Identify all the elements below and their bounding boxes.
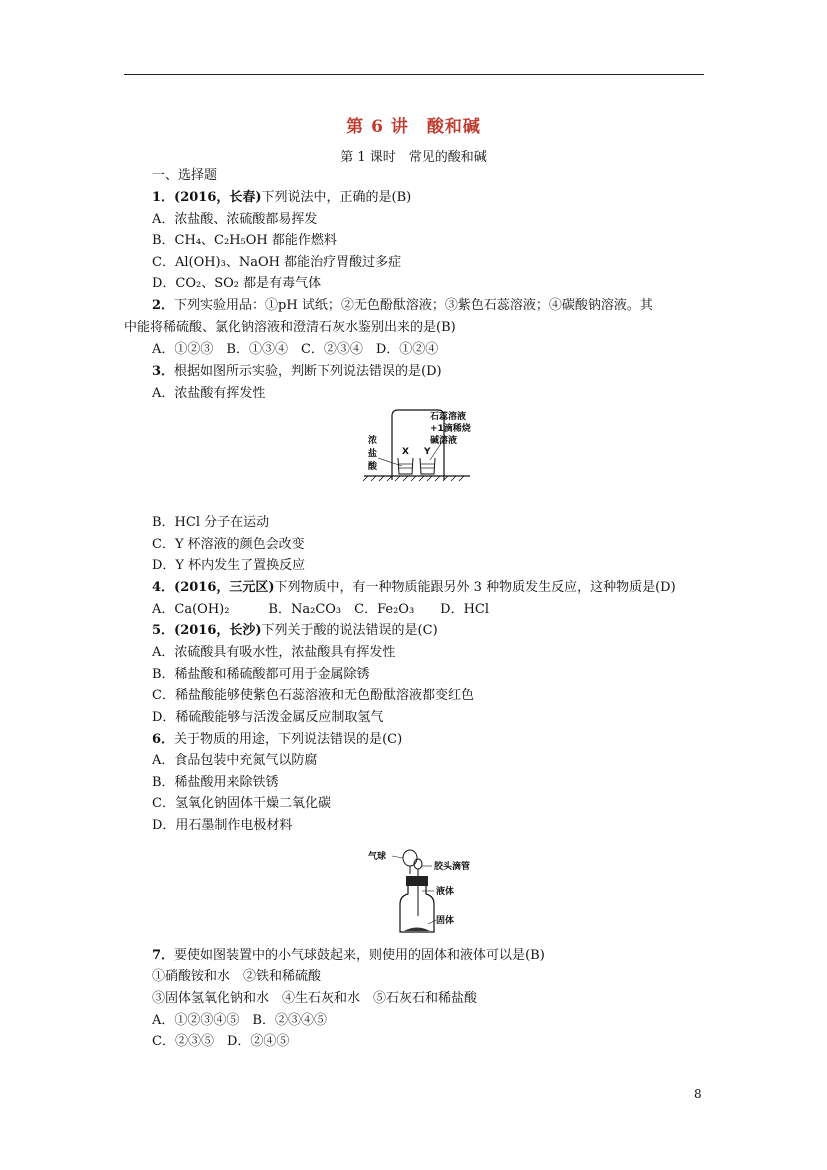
question-1-option-c: C．Al(OH)₃、NaOH 都能治疗胃酸过多症 (152, 255, 402, 270)
balloon-label: 气球 (368, 852, 387, 862)
header-rule (124, 74, 704, 75)
question-3-option-c: C．Y 杯溶液的颜色会改变 (152, 537, 305, 552)
question-5-stem: 5．(2016，长沙)下列关于酸的说法错误的是(C) (152, 623, 438, 638)
question-4-stem: 4．(2016，三元区)下列物质中，有一种物质能跟另外 3 种物质发生反应，这种物质是(D) (152, 580, 676, 595)
left-label-1: 浓 (368, 436, 378, 446)
solid-label: 固体 (436, 916, 455, 926)
question-7-stem: 7．要使如图装置中的小气球鼓起来，则使用的固体和液体可以是(B) (152, 948, 545, 963)
dropper-label: 胶头滴管 (434, 862, 471, 872)
question-1-option-b: B．CH₄、C₂H₅OH 都能作燃料 (152, 233, 337, 248)
question-2-options: A．①②③ B．①③④ C．②③④ D．①②④ (152, 342, 439, 357)
page-number: 8 (694, 1087, 702, 1101)
question-5-option-b: B．稀盐酸和稀硫酸都可用于金属除锈 (152, 667, 370, 682)
cup-x-label: X (402, 447, 409, 457)
balloon-apparatus-figure (368, 844, 488, 936)
right-label-3: 碱溶液 (430, 436, 458, 446)
question-6-option-d: D．用石墨制作电极材料 (152, 818, 293, 833)
question-7-line-4: C．②③⑤ D．②④⑤ (152, 1034, 290, 1049)
liquid-label: 液体 (436, 887, 455, 897)
question-4-options: A．Ca(OH)₂ B．Na₂CO₃ C．Fe₂O₃ D．HCl (152, 602, 490, 617)
right-label-1: 石蕊溶液 (430, 412, 467, 422)
question-5-option-d: D．稀硫酸能够与活泼金属反应制取氢气 (152, 710, 384, 725)
question-1-stem: 1．(2016，长春)下列说法中，正确的是(B) (152, 190, 412, 205)
page-title: 第 6 讲 酸和碱 (346, 117, 481, 137)
hcl-diffusion-figure (362, 406, 472, 484)
question-2-stem: 2．下列实验用品：①pH 试纸；②无色酚酞溶液；③紫色石蕊溶液；④碳酸钠溶液。其 (152, 298, 653, 313)
page-subtitle: 第 1 课时 常见的酸和碱 (340, 150, 487, 165)
question-7-line-2: ③固体氢氧化钠和水 ④生石灰和水 ⑤石灰石和稀盐酸 (152, 991, 478, 1006)
left-label-3: 酸 (368, 462, 378, 472)
question-2-stem-continued: 中能将稀硫酸、氯化钠溶液和澄清石灰水鉴别出来的是(B) (124, 320, 456, 335)
section-heading: 一、选择题 (152, 168, 218, 183)
cup-y-label: Y (424, 447, 431, 457)
question-3-option-b: B．HCl 分子在运动 (152, 515, 270, 530)
question-7-line-1: ①硝酸铵和水 ②铁和稀硫酸 (152, 969, 322, 984)
right-label-2: +1滴稀烧 (430, 424, 471, 434)
question-7-line-3: A．①②③④⑤ B．②③④⑤ (152, 1013, 327, 1028)
question-1-option-d: D．CO₂、SO₂ 都是有毒气体 (152, 276, 322, 291)
question-5-option-c: C．稀盐酸能够使紫色石蕊溶液和无色酚酞溶液都变红色 (152, 688, 474, 703)
question-6-option-c: C．氢氧化钠固体干燥二氧化碳 (152, 796, 331, 811)
question-6-stem: 6．关于物质的用途，下列说法错误的是(C) (152, 732, 403, 747)
question-3-option-d: D．Y 杯内发生了置换反应 (152, 558, 306, 573)
question-6-option-b: B．稀盐酸用来除铁锈 (152, 775, 279, 790)
question-6-option-a: A．食品包装中充氮气以防腐 (152, 753, 318, 768)
question-1-option-a: A．浓盐酸、浓硫酸都易挥发 (152, 212, 318, 227)
question-5-option-a: A．浓硫酸具有吸水性，浓盐酸具有挥发性 (152, 645, 396, 660)
question-3-option-a: A．浓盐酸有挥发性 (152, 386, 266, 401)
question-3-stem: 3．根据如图所示实验，判断下列说法错误的是(D) (152, 364, 442, 379)
left-label-2: 盐 (368, 449, 378, 459)
